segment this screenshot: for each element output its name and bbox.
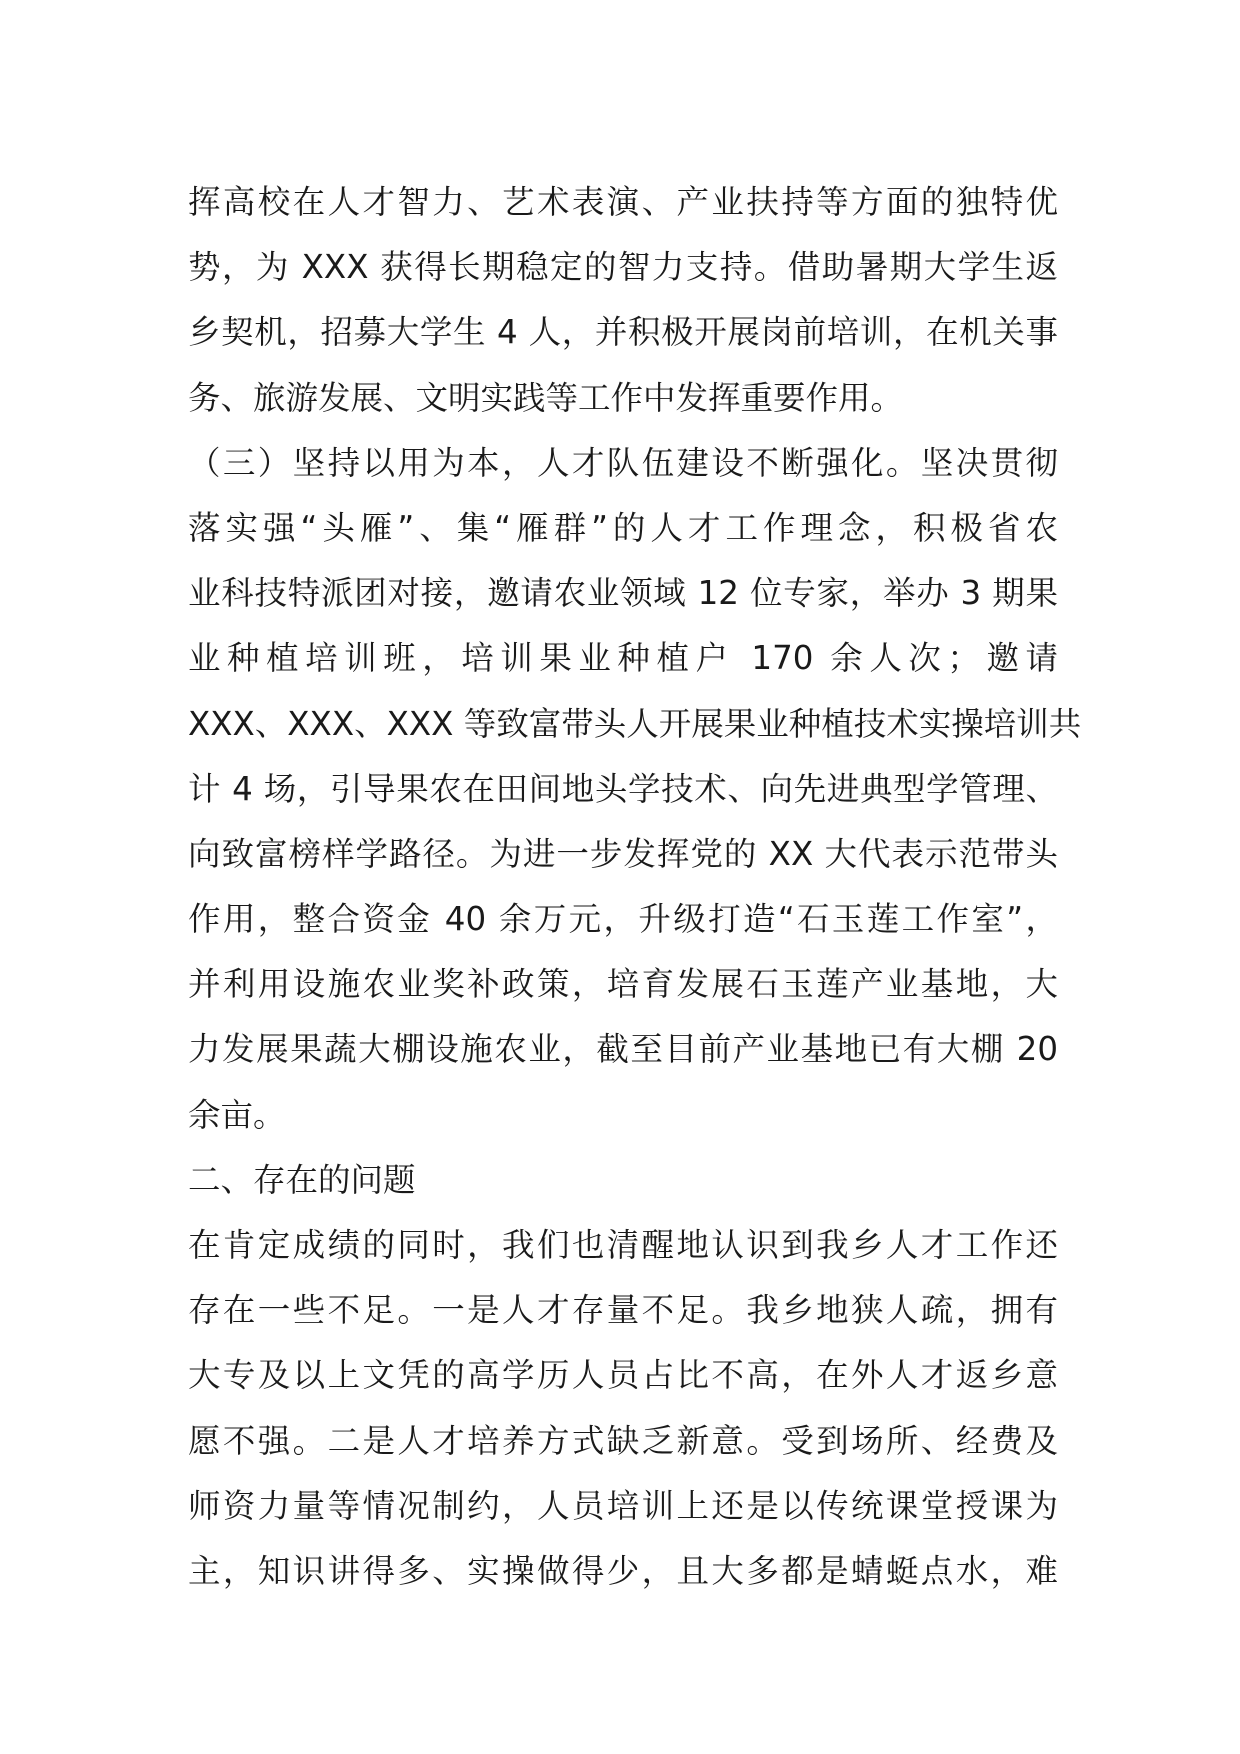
text-line: 大专及以上文凭的高学历人员占比不高，在外人才返乡意 [188,1356,1058,1395]
text-line: 计 4 场，引导果农在田间地头学技术、向先进典型学管理、 [188,769,1058,808]
document-body [188,170,1082,1604]
text-line: 在肯定成绩的同时，我们也清醒地认识到我乡人才工作还 [188,1226,1058,1264]
text-line: 向致富榜样学路径。为进一步发挥党的 XX 大代表示范带头 [188,834,1058,873]
text-line: 作用，整合资金 40 余万元，升级打造“石玉莲工作室”， [188,900,1058,939]
text-line: 余亩。 [188,1095,286,1134]
text-line: XXX、XXX、XXX 等致富带头人开展果业种植技术实操培训共 [188,704,1082,743]
text-line: 乡契机，招募大学生 4 人，并积极开展岗前培训，在机关事 [188,313,1058,352]
text-line: 落实强“头雁”、集“雁群”的人才工作理念，积极省农 [188,508,1058,547]
text-line: 势，为 XXX 获得长期稳定的智力支持。借助暑期大学生返 [188,248,1058,287]
text-line: 务、旅游发展、文明实践等工作中发挥重要作用。 [188,378,904,417]
text-line: 力发展果蔬大棚设施农业，截至目前产业基地已有大棚 20 [188,1030,1058,1069]
text-line: 并利用设施农业奖补政策，培育发展石玉莲产业基地，大 [188,965,1058,1004]
text-line: 师资力量等情况制约，人员培训上还是以传统课堂授课为 [188,1486,1058,1525]
text-line: 挥高校在人才智力、艺术表演、产业扶持等方面的独特优 [188,183,1058,221]
text-line: 主，知识讲得多、实操做得少，且大多都是蜻蜓点水，难 [188,1551,1058,1590]
text-line: 愿不强。二是人才培养方式缺乏新意。受到场所、经费及 [188,1421,1058,1460]
text-line: 二、存在的问题 [188,1160,416,1199]
text-line: 存在一些不足。一是人才存量不足。我乡地狭人疏，拥有 [188,1291,1058,1330]
text-line: 业种植培训班，培训果业种植户 170 余人次；邀请 [188,639,1058,678]
text-line: （三）坚持以用为本，人才队伍建设不断强化。坚决贯彻 [188,443,1058,482]
text-line: 业科技特派团对接，邀请农业领域 12 位专家，举办 3 期果 [188,574,1058,613]
